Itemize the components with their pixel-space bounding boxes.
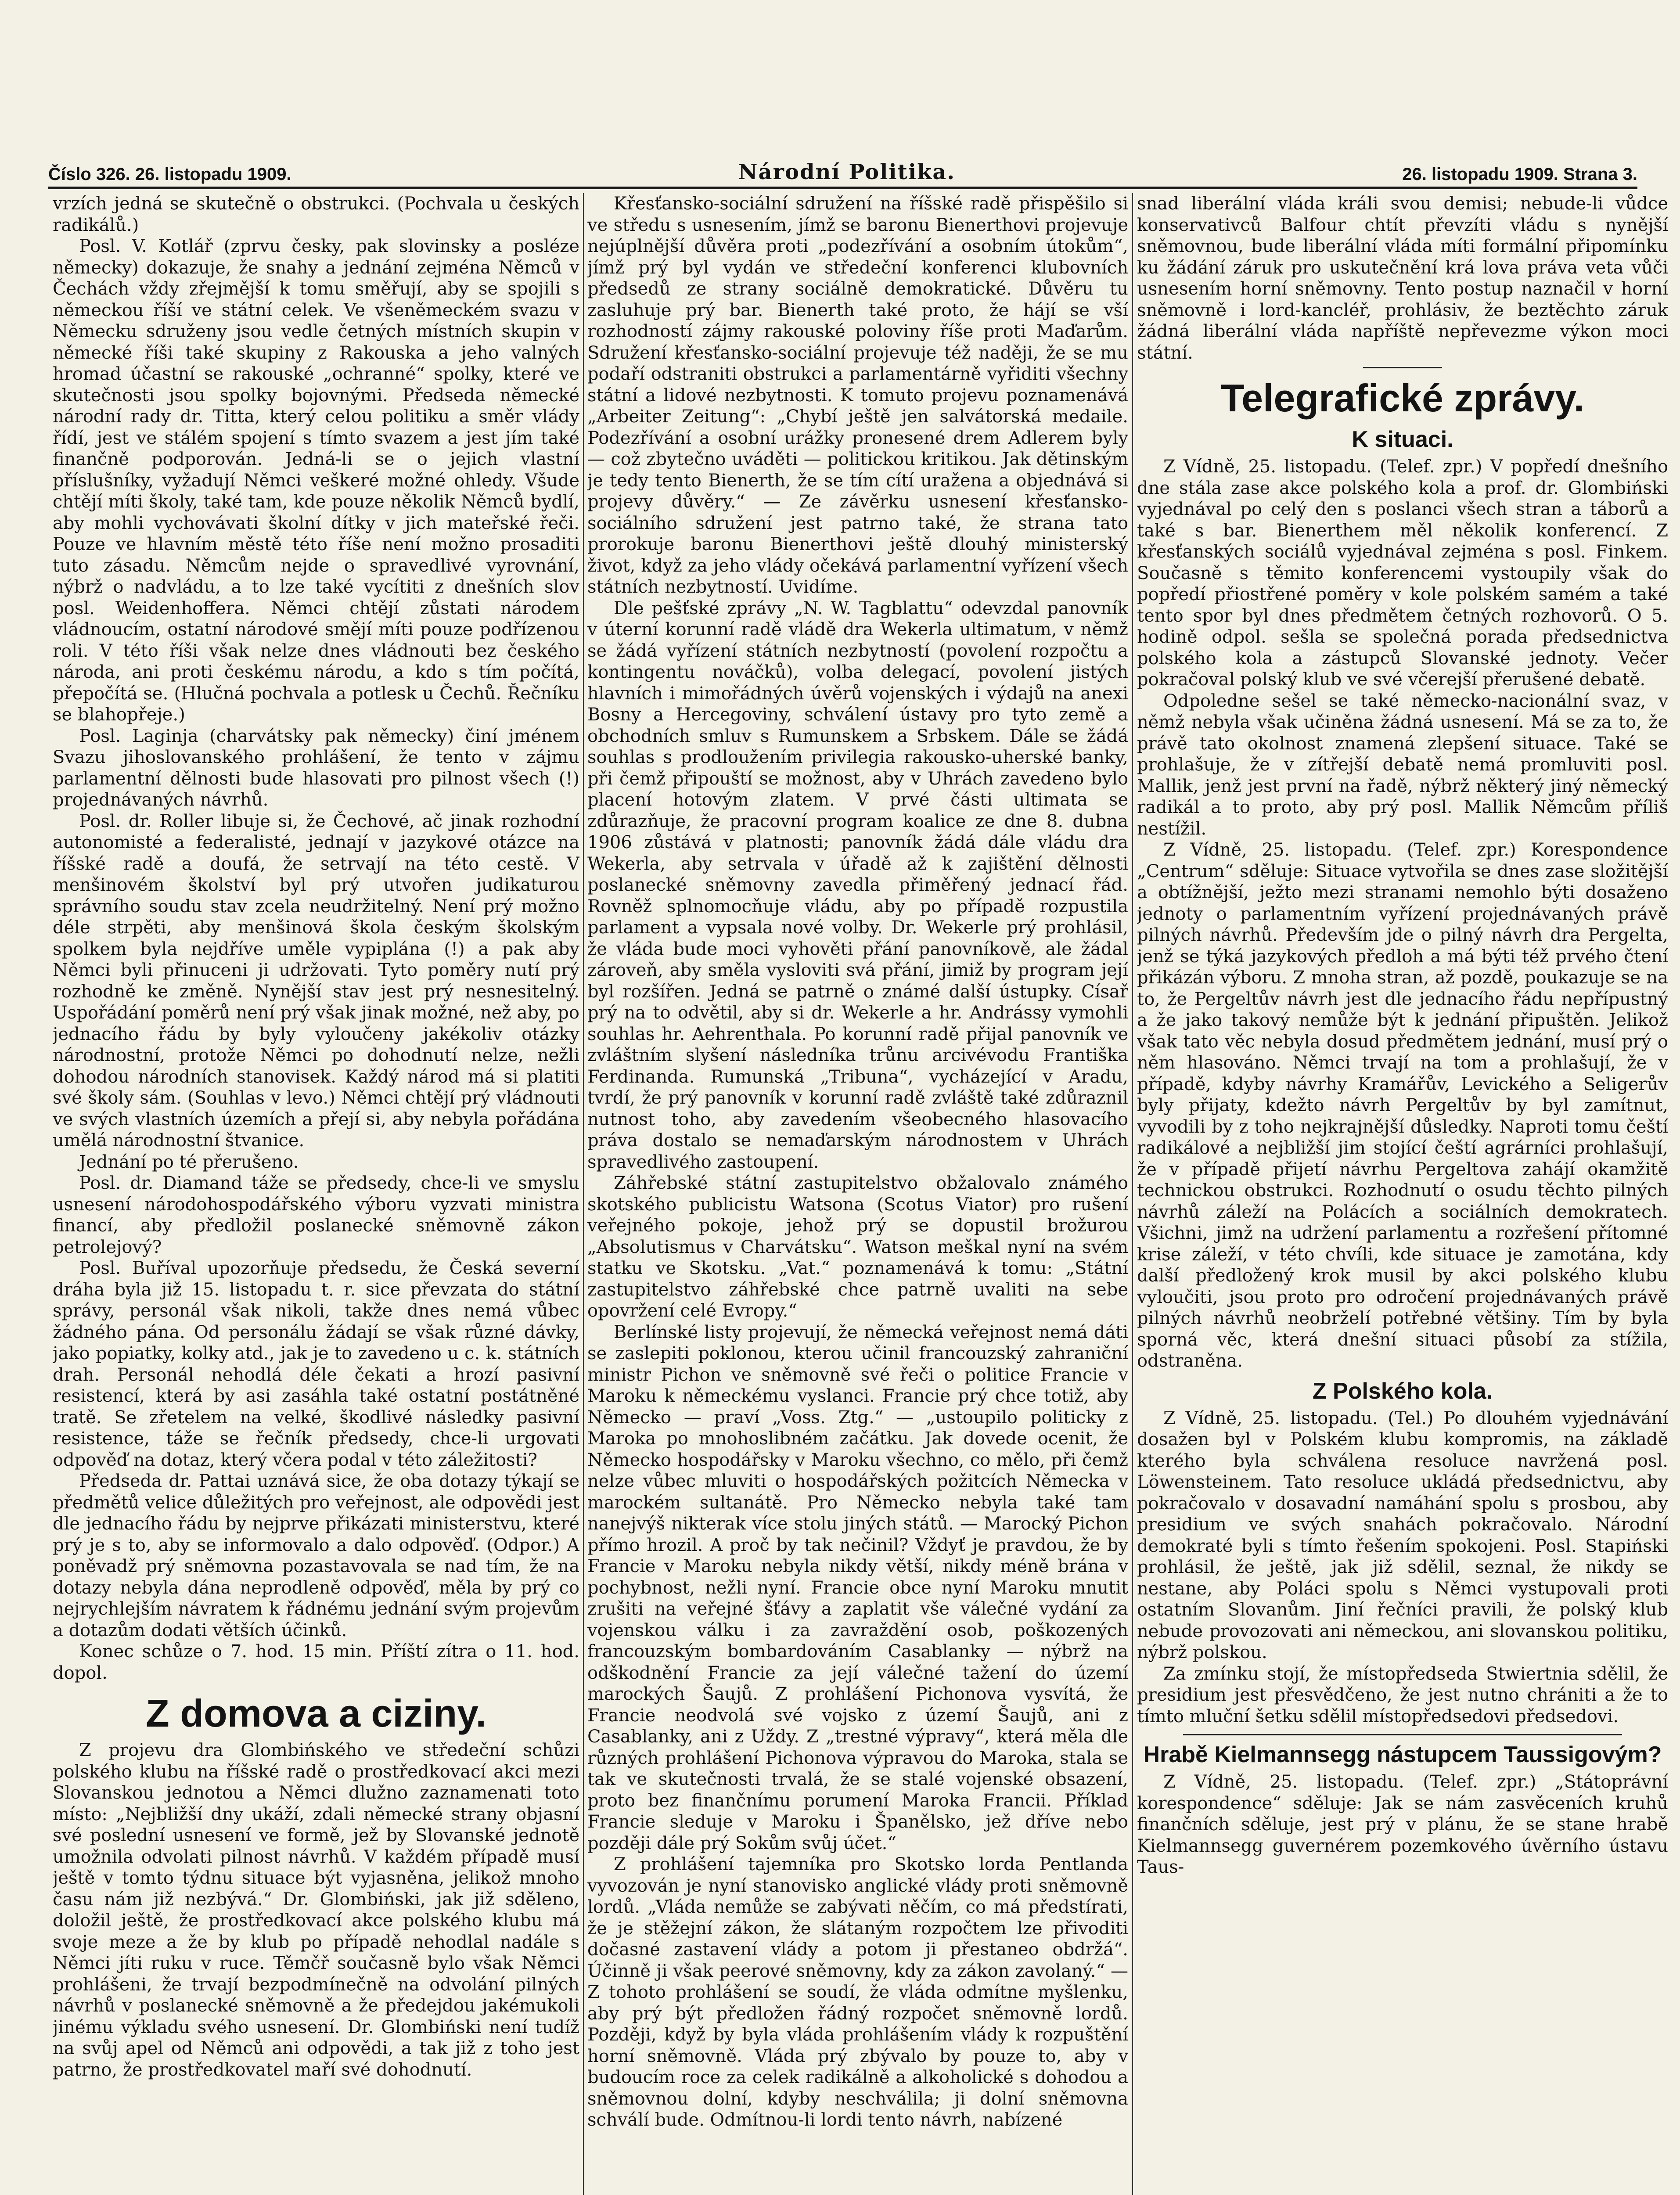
header-page-number: 26. listopadu 1909. Strana 3.	[1402, 165, 1637, 184]
subheading-hrabe-kielmannsegg: Hrabě Kielmannsegg nástupcem Taussigovým?	[1143, 1742, 1662, 1767]
paragraph: Z Vídně, 25. listopadu. (Tel.) Po dlouhém vyjednávání dosažen byl v Polském klubu kompromis, na základě kterého byla schválena resoluce navržená posl. Löwensteinem. Tato resoluce ukládá předsednictvu, aby pokračovalo v dosavadní namáhání spolu s prosbou, aby presidium ve svých snahách pokračovalo. Národní demokraté byli s tímto řešením spokojeni. Posl. Stapiński prohlásil, že ještě, jak již sdělil, seznal, že nikdy se nestane, aby Poláci spolu s Němci vystupovali proti ostatním Slovanům. Jiní řečníci pravili, že polský klub nebude provozovati ani německou, ani slovanskou politiku, nýbrž polskou.	[1137, 1408, 1668, 1662]
header-rule	[48, 187, 1637, 189]
paragraph: Záhřebské státní zastupitelstvo obžalovalo známého skotského publicistu Watsona (Scotus Viator) pro rušení veřejného pokoje, jehož prý se dopustil brožurou „Absolutismus v Charvátsku“. Watson meškal nyní na svém statku ve Skotsku. „Vat.“ poznamenává k tomu: „Státní zastupitelstvo záhřebské chce patrně uvaliti na sebe opovržení celé Evropy.“	[587, 1173, 1128, 1321]
paragraph: Z Vídně, 25. listopadu. (Telef. zpr.) Korespondence „Centrum“ sděluje: Situace vytvořila se dnes zase složitější a obtížnější, ježto mezi stranami nemohlo býti dosaženo jednoty o parlamentním vyřízení projednávaných právě pilných návrhů. Především jde o pilný návrh dra Pergelta, jenž se týká jazykových předloh a má býti též prvého čtení přikázán výboru. Z mnoha stran, až pozdě, poukazuje se na to, že Pergeltův návrh jest dle jednacího řádu nepřípustný a že jako takový nemůže být k jednání připuštěn. Jelikož však tato věc nebyla dosud předmětem jednání, musí prý o něm hlasováno. Němci trvají na tom a prohlašují, že v případě, kdyby návrhy Kramářův, Levického a Seligerův byly přijaty, kdežto návrh Pergeltův by byl zamítnut, vyvodili by z toho nejkrajnější důsledky. Naproti tomu čeští radikálové a nejbližší jim stojící čeští agrárníci prohlašují, že v případě přijetí návrhu Pergeltova zahájí okamžitě technickou obstrukci. Rozhodnutí o osudu těchto pilných návrhů záleží na Polácích a sociálních demokratech. Všichni, jimž na udržení parlamentu a rozřešení přítomné krise záleží, v této chvíli, kde situace je zamotána, kdy další předložený krok musil by akci polského klubu vyloučiti, jsou proto pro odročení projednávaných právě pilných návrhů neobrželí potřebné většiny. Tím by byla sporná věc, která dnešní situaci působí za stížila, odstraněna.	[1137, 840, 1668, 1371]
paragraph: Za zmínku stojí, že místopředseda Stwiertnia sdělil, že presidium jest přesvědčeno, že jest nutno chrániti a že to tímto mluční šetku sdělil místopředsedovi předsedovi.	[1137, 1663, 1668, 1727]
paragraph: Posl. dr. Roller libuje si, že Čechové, ač jinak rozhodní autonomisté a federalisté, jednají v jazykové otázce na říšské radě a doufá, že setrvají na této cestě. V menšinovém školství byl prý utvořen judikaturou správního soudu stav zcela neudržitelný. Není prý možno déle strpěti, aby menšinová škola českým školským spolkem byla nejdříve uměle vypiplána (!) a pak aby Němci byli přinuceni ji udržovati. Tyto poměry nutí prý rozhodně ke změně. Nynější stav jest prý nesnesitelný. Uspořádání poměrů není prý však jinak možné, než aby, po jednacího řádu by byly vyloučeny jakékoliv otázky národnostní, protože Němci po dohodnutí nelze, nežli dohodou národních stanovisek. Každý národ má si platiti své školy sám. (Souhlas v levo.) Němci chtějí prý vládnouti ve svých vlastních územích a přejí si, aby nebyla pořádána umělá národnostní štvanice.	[53, 811, 579, 1151]
paragraph: Posl. dr. Diamand táže se předsedy, chce-li ve smyslu usnesení národohospodářského výboru vyzvati ministra financí, aby předložil poslanecké sněmovně zákon petrolejový?	[53, 1173, 579, 1257]
paragraph: Z projevu dra Glombińského ve středeční schůzi polského klubu na říšské radě o prostředkovací akci mezi Slovanskou jednotou a Němci dlužno zaznamenati toto místo: „Nejbližší dny ukáží, zdali německé strany objasní své poslední usnesení ve formě, jež by Slovanské jednotě umožnila odvolati pilnost návrhů. V každém případě musí ještě v tomto týdnu situace být vyjasněna, jelikož mnoho času nám již nezbývá.“ Dr. Glombiński, jak již sděleno, doložil ještě, že prostředkovací akce polského klubu má svoje meze a že by klub po případě nehodlal nadále s Němci jíti ruku v ruce. Těmčř současně bylo však Němci prohlášeni, že trvají bezpodmínečně na odvolání pilných návrhů v poslanecké sněmovně a že předejdou jakémukoli jinému výkladu svého usnesení. Dr. Glombiński není tudíž na svůj apel od Němců ani odpovědi, a tak již z toho jest patrno, že prostředkovatel maří své dohodnutí.	[53, 1740, 579, 2080]
paragraph: Jednání po té přerušeno.	[79, 1151, 299, 1172]
header-issue: Číslo 326. 26. listopadu 1909.	[48, 165, 291, 184]
page-header	[48, 154, 1637, 184]
section-heading-telegraficke: Telegrafické zprávy.	[1220, 376, 1585, 420]
separator	[1183, 1734, 1622, 1735]
paragraph: Posl. V. Kotlář (zprvu česky, pak slovinsky a posléze německy) dokazuje, že snahy a jednání zejména Němců v Čechách vždy zřejmější k tomu směřují, aby se spojili s německou říší ve státní celek. Ve všeněmeckém svazu v Německu sdruženy jsou vedle četných místních skupin v německé říši také skupiny z Rakouska a jeho valných hromad účastní se rakouské „ochranné“ spolky, které ve skutečnosti jsou spolky bojovnými. Předseda německé národní rady dr. Titta, který celou politiku a směr vlády řídí, jest ve stálém spojení s tímto svazem a jest jím také finančně podporován. Jedná-li se o jejich vlastní příslušníky, vyžadují Němci veškeré možné ohledy. Všude chtějí míti školy, také tam, kde pouze několik Němců bydlí, aby mohli vychovávati školní dítky v jich mateřské řeči. Pouze ve hlavním městě této říše není možno prosaditi tuto zásadu. Němcům nejde o spravedlivé vyrovnání, nýbrž o nadvládu, a to lze také vycítiti z dnešních slov posl. Weidenhoffera. Němci chtějí zůstati národem vládnoucím, ostatní národové smějí míti pouze podřízenou roli. V této říši však nelze dnes vládnouti bez českého národa, ani proti českému národu, a kdo s tím počítá, přepočítá se. (Hlučná pochvala a potlesk u Čechů. Řečníku se blahopřeje.)	[53, 236, 579, 725]
paragraph: Berlínské listy projevují, že německá veřejnost nemá dáti se zaslepiti poklonou, kterou učinil francouzský zahraniční ministr Pichon ve sněmovně své řeči o politice Francie v Maroku k německému vyslanci. Francie prý chce totiž, aby Německo — praví „Voss. Ztg.“ — „ustoupilo politicky z Maroka po mnohoslibném začátku. Jak dovede ocenit, že Německo hospodářsky v Maroku všechno, co mělo, při čemž nelze vůbec mluviti o hospodářských požitcích Německa v marockém sultanátě. Pro Německo nebyla také tam nanejvýš nikterak více stolu jiných států. — Marocký Pichon přímo hrozil. A proč by tak nečinil? Vždyť je pravdou, že by Francie v Maroku nebyla nikdy větší, nikdy méně brána v pochybnost, nežli nyní. Francie obce nyní Maroku mnutit zrušiti na veřejné šťávy a zaplatit vše válečné vydání za vojenskou válku i za zavraždění osob, poškozených francouzským bombardováním Casablanky — nýbrž na odškodnění Francie za její válečné tažení do území marockých Šaujů. Z prohlášení Pichonova vysvítá, že Francie neodvolá své vojsko z území Šaujů, ani z Casablanky, ani z Uždy. Z „trestné výpravy“, která měla dle různých prohlášení Pichonova výpravou do Maroka, stala se tak ve skutečnosti trvalá, že se stalé vojenské obsazení, proto bez finančnímu porumení Maroka Francii. Příklad Francie sleduje v Maroku i Španělsko, jež dříve nebo později dále prý Sokům svůj účet.“	[587, 1322, 1128, 1853]
paragraph: Posl. Laginja (charvátsky pak německy) činí jménem Svazu jihoslovanského prohlášení, že tento v zájmu parlamentní dělnosti bude hlasovati pro pilnost všech (!) projednávaných návrhů.	[53, 726, 579, 810]
masthead: Národní Politika.	[738, 160, 956, 184]
subheading-polske-kolo: Z Polského kola.	[1312, 1378, 1493, 1404]
subheading-k-situaci: K situaci.	[1352, 427, 1453, 452]
paragraph: Z Vídně, 25. listopadu. (Telef. zpr.) „Státoprávní korespondence“ sděluje: Jak se nám zasvěceních kruhů finančních sděluje, jest prý v plánu, že se stane hrabě Kielmannsegg guvernérem pozemkového úvěrního ústavu Taus-	[1137, 1772, 1668, 1877]
paragraph: Posl. Buříval upozorňuje předsedu, že Česká severní dráha byla již 15. listopadu t. r. sice převzata do státní správy, personál však nikoli, takže dnes nemá vůbec žádného pána. Od personálu žádají se však různé dávky, jako popiatky, kolky atd., jak je to zavedeno u c. k. státních drah. Personál nehodlá déle čekati a hrozí pasivní resistencí, která by asi zasáhla také ostatní postátněné tratě. Se zřetelem na velké, škodlivé následky pasivní resistence, táže se řečník předsedy, chce-li urgovati odpověď na dotaz, který včera podal v této záležitosti?	[53, 1258, 579, 1470]
column-divider	[583, 193, 584, 2195]
paragraph: Předseda dr. Pattai uznává sice, že oba dotazy týkají se předmětů velice důležitých pro veřejnost, ale odpovědi jest dle jednacího řádu by nejprve přikázati ministerstvu, které prý je s to, aby se informovalo a dalo odpověď. (Odpor.) A poněvadž prý sněmovna pozastavovala se nad tím, že na dotazy nebyla dána neprodleně odpověď, měla by prý co nejrychlejším návratem k řádnému jednání svým projevům a dotazům dodati větších účinků.	[53, 1471, 579, 1641]
paragraph: Z Vídně, 25. listopadu. (Telef. zpr.) V popředí dnešního dne stála zase akce polského kola a prof. dr. Glombiński vyjednával po celý den s poslanci všech stran a táborů a také s bar. Bienerthem měl několik konferencí. Z křesťanských sociálů vyjednával zejména s posl. Finkem. Současně s těmito konferencemi vystoupily však do popředí přiostřené poměry v kole polském samém a také tento spor byl dnes předmětem četných rozhovorů. O 5. hodině odpol. sešla se společná porada předsednictva polského kola a zástupců Slovanské jednoty. Večer pokračoval polský klub ve své včerejší přerušené debatě.	[1137, 457, 1668, 690]
separator	[1363, 367, 1442, 368]
column-3	[1137, 193, 1668, 2195]
paragraph: Konec schůze o 7. hod. 15 min. Příští zítra o 11. hod. dopol.	[53, 1641, 579, 1683]
section-heading-z-domova: Z domova a ciziny.	[146, 1691, 486, 1735]
column-divider	[1132, 193, 1133, 2195]
paragraph: Odpoledne sešel se také německo-nacionální svaz, v němž nebyla však učiněna žádná usnesení. Má se za to, že právě tato okolnost znamená zlepšení situace. Také se prohlašuje, že v zítřejší debatě nemá promluviti posl. Mallik, jenž jest první na řadě, nýbrž některý jiný německý radikál a to proto, aby prý posl. Mallik Němcům příliš nestížil.	[1137, 691, 1668, 839]
paragraph: vrzích jedná se skutečně o obstrukci. (Pochvala u českých radikálů.)	[53, 194, 579, 235]
paragraph: Z prohlášení tajemníka pro Skotsko lorda Pentlanda vyvozován je nyní stanovisko anglické vlády proti sněmovně lordů. „Vláda nemůže se zabývati něčím, co má předstírati, že je stěžejní zákon, že slátaným rozpočtem lze přivoditi dočasné zastavení vlády a potom ji přestaneo obdržá“. Účinně ji však peerové sněmovny, kdy za zákon zavolaný.“ — Z tohoto prohlášení se soudí, že vláda odmítne myšlenku, aby prý být předložen řádný rozpočet sněmovně lordů. Později, když by byla vláda prohlášením vlády k rozpuštění horní sněmovně. Vláda prý zbývalo by pouze to, aby v budoucím roce za celek radikálně a alkoholické s dohodou a sněmovnou dolní, kdyby neschválila; ji dolní sněmovna schválí bude. Odmítnou-li lordi tento návrh, nabízené	[587, 1854, 1128, 2130]
paragraph: Dle pešťské zprávy „N. W. Tagblattu“ odevzdal panovník v úterní korunní radě vládě dra Wekerla ultimatum, v němž se žádá vyřízení státních nezbytností (povolení rozpočtu a kontingentu nováčků), volba delegací, povolení jistých hlavních i mimořádných úvěrů vojenských i výdajů na anexi Bosny a Hercegoviny, schválení ústavy pro tyto země a obchodních smluv s Rumunskem a Srbskem. Dále se žádá souhlas s prodloužením privilegia rakousko-uherské banky, při čemž připouští se možnost, aby v Uhrách zavedeno bylo placení hotovým zlatem. V prvé části ultimata se zdůrazňuje, že pracovní program koalice ze dne 8. dubna 1906 zůstává v platnosti; panovník žádá dále vládu dra Wekerla, aby setrvala v úřadě až k zajištění dělnosti poslanecké sněmovny zavedla přiměřený jednací řád. Rovněž splnomocňuje vládu, aby po případě rozpustila parlament a vypsala nové volby. Dr. Wekerle prý prohlásil, že vláda bude moci vyhověti přání panovníkově, ale žádal zároveň, aby směla vysloviti svá přání, jimiž by program její byl rozšířen. Jedná se patrně o známé další ústupky. Císař prý na to odvětil, aby si dr. Wekerle a hr. Andrássy vymohli souhlas hr. Aehrenthala. Po korunní radě přijal panovník ve zvláštním slyšení následníka trůnu arcivévodu Františka Ferdinanda. Rumunská „Tribuna“, vycházející v Aradu, tvrdí, že prý panovník v korunní radě zvláště také zdůraznil nutnost toho, aby zavedením všeobecného hlasovacího práva dostalo se nemaďarským národnostem v Uhrách spravedlivého zastoupení.	[587, 598, 1128, 1172]
paragraph: snad liberální vláda králi svou demisi; nebude-li vůdce konservativců Balfour chtít převzíti vládu s nynější sněmovnou, bude liberální vláda míti formální připomínku ku žádání záruk pro uskutečnění krá lova práva veta vůči usnesením horní sněmovny. Tento postup naznačil v horní sněmovně i lord-kancléř, prohlásiv, že beztěchto záruk žádná liberální vláda napříště nepřevezme výkon moci státní.	[1137, 194, 1668, 363]
column-1	[53, 193, 579, 2195]
column-2	[587, 193, 1128, 2195]
paragraph: Křesťansko-sociální sdružení na říšské radě přispěšilo si ve středu s usnesením, jímž se baronu Bienerthovi projevuje nejúplnější důvěra proti „podezřívání a osobním útokům“, jímž prý byl vydán ve středeční konferenci klubovních předsedů ze strany sociálně demokratické. Důvěru tu zasluhuje prý bar. Bienerth také proto, že hájí se vší rozhodností zájmy rakouské poloviny říše proti Maďarům. Sdružení křesťansko-sociální projevuje též naději, že se mu podaří odstraniti obstrukci a parlamentárně vyřiditi všechny státní a lidové nezbytnosti. K tomuto projevu poznamenává „Arbeiter Zeitung“: „Chybí ještě jen salvátorská medaile. Podezřívání a osobní urážky pronesené drem Adlerem byly — což zbytečno uváděti — politickou kritikou. Jak dětinským je tedy tento Bienerth, že se tím cítí uražena a objednává si projevy důvěry.“ — Ze závěrku usnesení křesťansko-sociálního sdružení jest patrno také, že strana tato prorokuje baronu Bienerthovi ještě dlouhý ministerský život, když za jeho vlády očekává parlamentní vyřízení všech státních nezbytností. Uvidíme.	[587, 194, 1128, 597]
